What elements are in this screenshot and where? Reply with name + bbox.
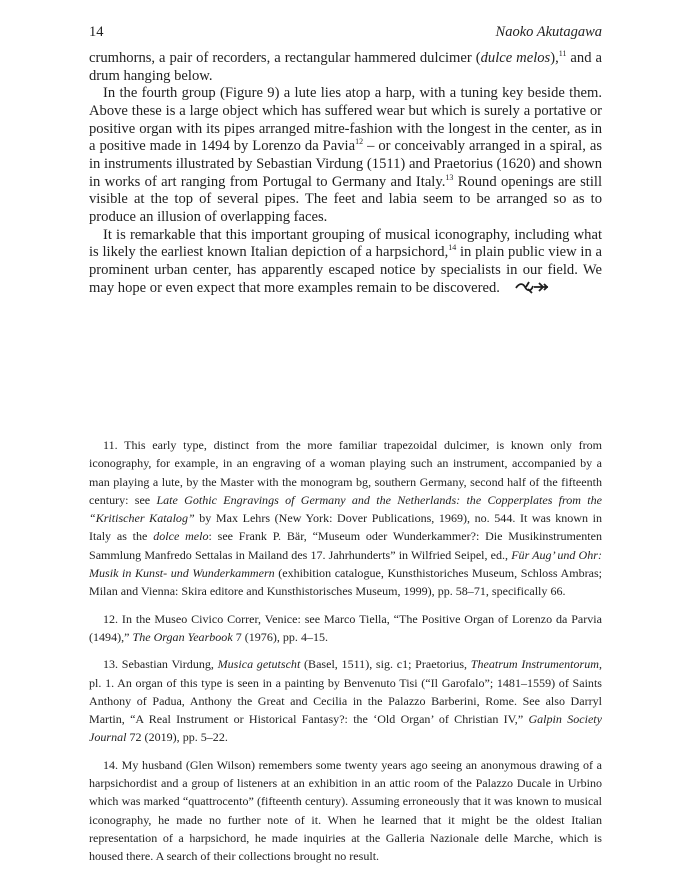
running-head-author: Naoko Akutagawa [495,24,602,40]
footnote-ref-11[interactable]: 11 [558,49,567,58]
footnote-ref-13[interactable]: 13 [445,172,454,182]
paragraph-remarkable: It is remarkable that this important grouping of musical iconography, including what is likely the earliest known Italian depiction of a harpsichord,$^{14}$ in plain public view in a prominent urban center, has apparently escaped notice by specialists in our field. We may hope or even expect that more examples remain to be discovered. [89,227,602,300]
footnotes [89,436,602,875]
footnote-13: 13. Sebastian Virdung, Musica getutscht (Basel, 1511), sig. c1; Praetorius, Theatrum Instrumentorum, pl. 1. An organ of this type is seen in a painting by Benvenuto Tisi (“Il Garofalo”; 1481–1559) of Saints Anthony of Padua, Anthony the Great and Cecilia in the Palazzo Barberini, Rome. See also Darryl Martin, “A Real Instrument or Historical Fantasy?: the ‘Old Organ’ of Christian IV,” Galpin Society Journal 72 (2019), pp. 5–22. [89,657,602,745]
footnote-14: 14. My husband (Glen Wilson) remembers some twenty years ago seeing an anonymous drawing of a harpsichordist and a group of listeners at an exhibition in an attic room of the Palazzo Ducale in Urbino which was marked “quattrocento” (fifteenth century). Assuming erroneously that it was known to musical iconography, he made no further note of it. When he learned that it might be the oldest Italian representation of a harpsichord, he made inquiries at the Galleria Nazionale delle Marche, which is housed there. A search of their collections brought no result. [89,757,602,864]
page-header [89,24,602,44]
body-text [89,50,602,299]
footnote-12: 12. In the Museo Civico Correr, Venice: see Marco Tiella, “The Positive Organ of Lorenzo da Parvia (1494),” The Organ Yearbook 7 (1976), pp. 4–15. [89,611,602,644]
page-number: 14 [89,24,104,40]
end-ornament-icon [501,281,549,300]
footnote-11: 11. This early type, distinct from the more familiar trapezoidal dulcimer, is known only from iconography, for example, in an engraving of a woman playing such an instrument, accompanied by a man playing a lute, by the Master with the monogram bg, southern Germany, second half of the fifteenth century: see Late Gothic Engravings of Germany and the Netherlands: the Copperplates from the “Kritischer Katalog” by Max Lehrs (New York: Dover Publications, 1969), no. 544. It was known in Italy as the dolce melo: see Frank P. Bär, “Museum oder Wunderkammer?: Die Musikinstrumenten Sammlung Manfredo Settalas in Mailand des 17. Jahrhunderts” in Wilfried Seipel, ed., Für Aug’ und Ohr: Musik in Kunst- und Wunderkammern (exhibition catalogue, Kunsthistoriches Museum, Schloss Ambras; Milan and Vienna: Skira editore and Kunsthistorisches Museum, 1999), pp. 58–71, specifically 66. [89,438,602,599]
footnote-ref-12[interactable]: 12 [355,137,364,147]
paragraph-fourth-group: In the fourth group (Figure 9) a lute lies atop a harp, with a tuning key beside them. Above these is a large object which has suffered wear but which is surely a portative or positive organ with its pipes arranged mitre-fashion with the longest in the center, as in a positive made in 1494 by Lorenzo da Pavia$^{12}$ – or conceivably arranged in a spiral, as in instruments illustrated by Sebastian Virdung (1511) and Praetorius (1620) and shown in works of art ranging from Portugal to Germany and Italy.$^{13}$ Round openings are still visible at the top of several pipes. The feet and labia seem to be arranged so as to produce an illusion of overlapping faces. [89,85,602,225]
footnote-ref-14[interactable]: 14 [448,243,457,253]
paragraph-continued: crumhorns, a pair of recorders, a rectangular hammered dulcimer (dulce melos),$^{11}$ and a drum hanging below. [89,49,602,84]
